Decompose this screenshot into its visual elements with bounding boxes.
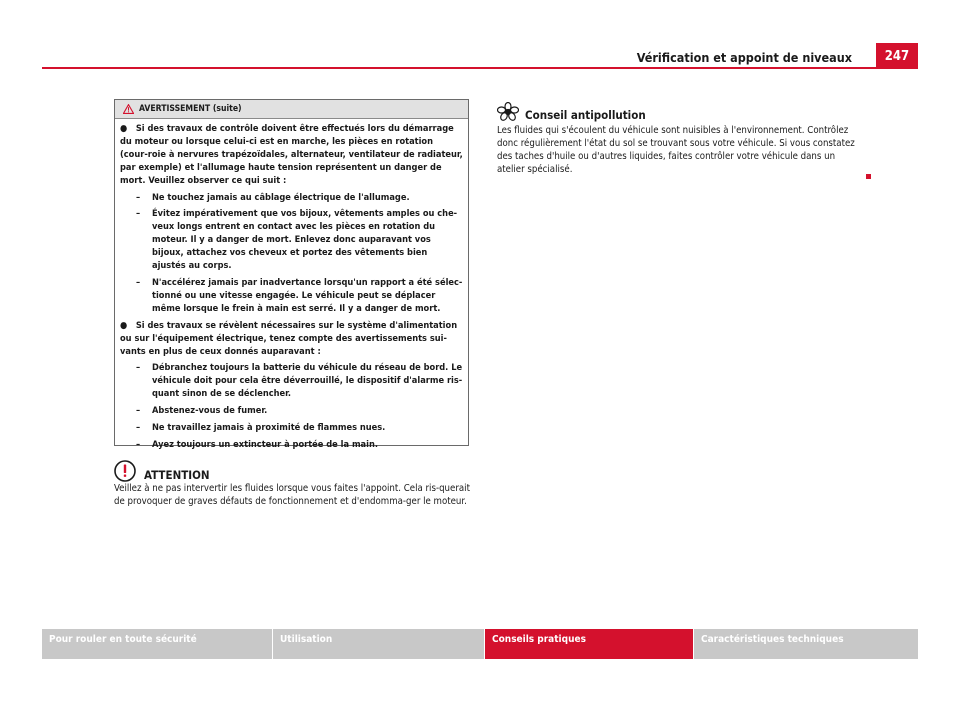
warning-bullet: ● Si des travaux se révèlent nécessaires sur le système d'alimentation ou sur l'équipement électrique, tenez compte des avertissements sui-vants en plus de ceux donnés auparavant : (120, 319, 458, 357)
warning-sub-item: – Ne travaillez jamais à proximité de flammes nues. (136, 422, 386, 434)
footer-tab-practical-tips[interactable]: Conseils pratiques (485, 629, 694, 659)
warning-sub-item: – Évitez impérativement que vos bijoux, vêtements amples ou che-veux longs entrent en contact avec les pièces en rotation du moteur. Il y a danger de mort. Enlevez donc auparavant vos bijoux, attachez vos cheveux et portez des vêtements bien ajustés au corps. (136, 208, 458, 272)
warning-header (115, 100, 468, 119)
eco-tip-section (497, 100, 857, 177)
warning-sub-item: – Ne touchez jamais au câblage électrique de l'allumage. (136, 191, 410, 203)
warning-triangle-icon (123, 104, 134, 114)
page-header-title: Vérification et appoint de niveaux (636, 50, 852, 65)
attention-section (114, 458, 470, 508)
footer-tab-safety[interactable]: Pour rouler en toute sécurité (42, 629, 273, 659)
footer-tabs (42, 629, 918, 659)
eco-tip-text: Les fluides qui s'écoulent du véhicule sont nuisibles à l'environnement. Contrôlez donc régulièrement l'état du sol se trouvant sous votre véhicule. Si vous constatez des taches d'huile ou d'autres liquides, faites contrôler votre véhicule dans un atelier spécialisé. (497, 125, 855, 175)
footer-tab-technical-specs[interactable]: Caractéristiques techniques (694, 629, 918, 659)
warning-sub-item: – Débranchez toujours la batterie du véhicule du réseau de bord. Le véhicule doit pour cela être déverrouillé, le dispositif d'alarme ris-quant sinon de se déclencher. (136, 362, 463, 400)
warning-body (115, 119, 468, 452)
warning-bullet: ● Si des travaux de contrôle doivent être effectués lors du démarrage du moteur ou lorsque celui-ci est en marche, les pièces en rotation (cour-roie à nervures trapézoïdales, alternateur, ventilateur de radiateur, par exemple) et l'allumage haute tension représentent un danger de mort. Veuillez observer ce qui suit : (120, 123, 463, 186)
header-rule (42, 67, 918, 69)
attention-text: Veillez à ne pas intervertir les fluides lorsque vous faites l'appoint. Cela ris-querait de provoquer de graves défauts de fonctionnement et d'endomma-ger le moteur. (114, 483, 470, 507)
warning-sub-item: – Ayez toujours un extincteur à portée de la main. (136, 438, 378, 450)
attention-title: ATTENTION (144, 468, 210, 482)
exclamation-circle-icon (114, 460, 136, 482)
section-end-marker (866, 174, 871, 179)
warning-box (114, 99, 469, 450)
warning-sub-item: – Abstenez-vous de fumer. (136, 405, 268, 417)
warning-sub-item: – N'accélérez jamais par inadvertance lorsqu'un rapport a été sélec-tionné ou une vitesse engagée. Le véhicule peut se déplacer même lorsque le frein à main est serré. Il y a danger de mort. (136, 276, 463, 314)
footer-tab-usage[interactable]: Utilisation (273, 629, 485, 659)
eco-tip-title: Conseil antipollution (525, 108, 646, 122)
warning-title: AVERTISSEMENT (suite) (139, 104, 242, 114)
flower-icon (497, 102, 519, 122)
page-number: 247 (876, 43, 918, 69)
